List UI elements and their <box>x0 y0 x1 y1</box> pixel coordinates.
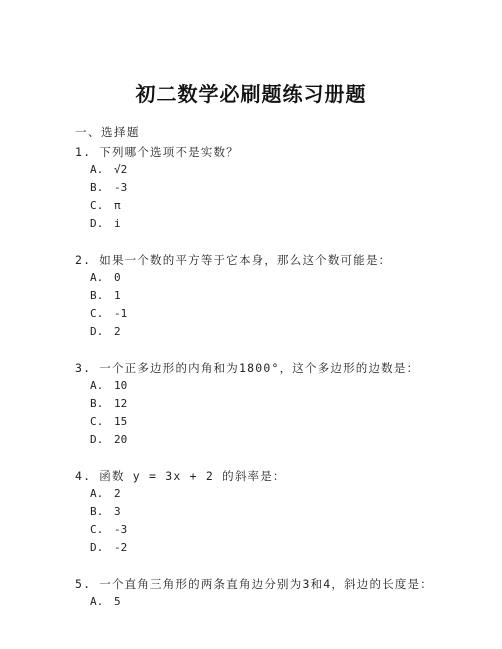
question-number: 2. <box>75 253 92 267</box>
option-text: 10 <box>114 379 128 392</box>
option-a <box>90 161 475 179</box>
option-letter: D. <box>90 217 104 230</box>
question-number: 1. <box>75 145 92 159</box>
question-text <box>75 467 475 485</box>
option-letter: D. <box>90 433 104 446</box>
option-b <box>90 395 475 413</box>
option-c <box>90 305 475 323</box>
option-letter: A. <box>90 163 104 176</box>
option-letter: C. <box>90 307 104 320</box>
option-letter: D. <box>90 541 104 554</box>
option-text: 2 <box>114 487 121 500</box>
option-letter: C. <box>90 415 104 428</box>
option-d <box>90 431 475 449</box>
question-text <box>75 359 475 377</box>
option-text: 0 <box>114 271 121 284</box>
option-letter: A. <box>90 379 104 392</box>
option-text: 15 <box>114 415 128 428</box>
option-letter: C. <box>90 523 104 536</box>
option-text: 2 <box>114 325 121 338</box>
option-text: 3 <box>114 505 121 518</box>
option-text: -2 <box>114 541 128 554</box>
option-b <box>90 503 475 521</box>
option-c <box>90 521 475 539</box>
option-text: -1 <box>114 307 128 320</box>
question-5 <box>75 575 475 611</box>
option-a <box>90 377 475 395</box>
option-text: i <box>114 217 121 230</box>
document-title: 初二数学必刷题练习册题 <box>135 82 367 106</box>
option-text: 5 <box>114 595 121 608</box>
option-text: √2 <box>114 163 128 176</box>
option-letter: B. <box>90 289 104 302</box>
option-letter: B. <box>90 181 104 194</box>
question-text <box>75 575 475 593</box>
option-list <box>75 593 475 611</box>
question-stem: 如果一个数的平方等于它本身，那么这个数可能是： <box>99 253 392 267</box>
option-text: 20 <box>114 433 128 446</box>
question-stem: 下列哪个选项不是实数？ <box>99 145 239 159</box>
option-letter: B. <box>90 397 104 410</box>
option-list <box>75 485 475 557</box>
option-text: -3 <box>114 523 128 536</box>
option-d <box>90 323 475 341</box>
option-c <box>90 413 475 431</box>
option-letter: B. <box>90 505 104 518</box>
option-a <box>90 269 475 287</box>
option-list <box>75 269 475 341</box>
option-d <box>90 539 475 557</box>
question-text <box>75 251 475 269</box>
option-text: -3 <box>114 181 128 194</box>
option-text: 12 <box>114 397 128 410</box>
question-stem: 函数 y = 3x + 2 的斜率是： <box>99 469 286 483</box>
option-letter: D. <box>90 325 104 338</box>
option-b <box>90 287 475 305</box>
question-number: 5. <box>75 577 92 591</box>
question-stem: 一个正多边形的内角和为1800°，这个多边形的边数是： <box>99 361 420 375</box>
option-letter: A. <box>90 487 104 500</box>
option-letter: A. <box>90 271 104 284</box>
option-b <box>90 179 475 197</box>
option-letter: C. <box>90 199 104 212</box>
option-a <box>90 593 475 611</box>
question-2 <box>75 251 475 341</box>
question-number: 4. <box>75 469 92 483</box>
question-number: 3. <box>75 361 92 375</box>
option-letter: A. <box>90 595 104 608</box>
option-text: 1 <box>114 289 121 302</box>
question-list <box>75 143 475 629</box>
question-3 <box>75 359 475 449</box>
question-1 <box>75 143 475 233</box>
question-stem: 一个直角三角形的两条直角边分别为3和4，斜边的长度是： <box>99 577 433 591</box>
option-c <box>90 197 475 215</box>
section-heading: 一、选择题 <box>75 125 140 139</box>
option-list <box>75 377 475 449</box>
option-d <box>90 215 475 233</box>
question-text <box>75 143 475 161</box>
question-4 <box>75 467 475 557</box>
option-list <box>75 161 475 233</box>
option-a <box>90 485 475 503</box>
option-text: π <box>114 199 121 212</box>
